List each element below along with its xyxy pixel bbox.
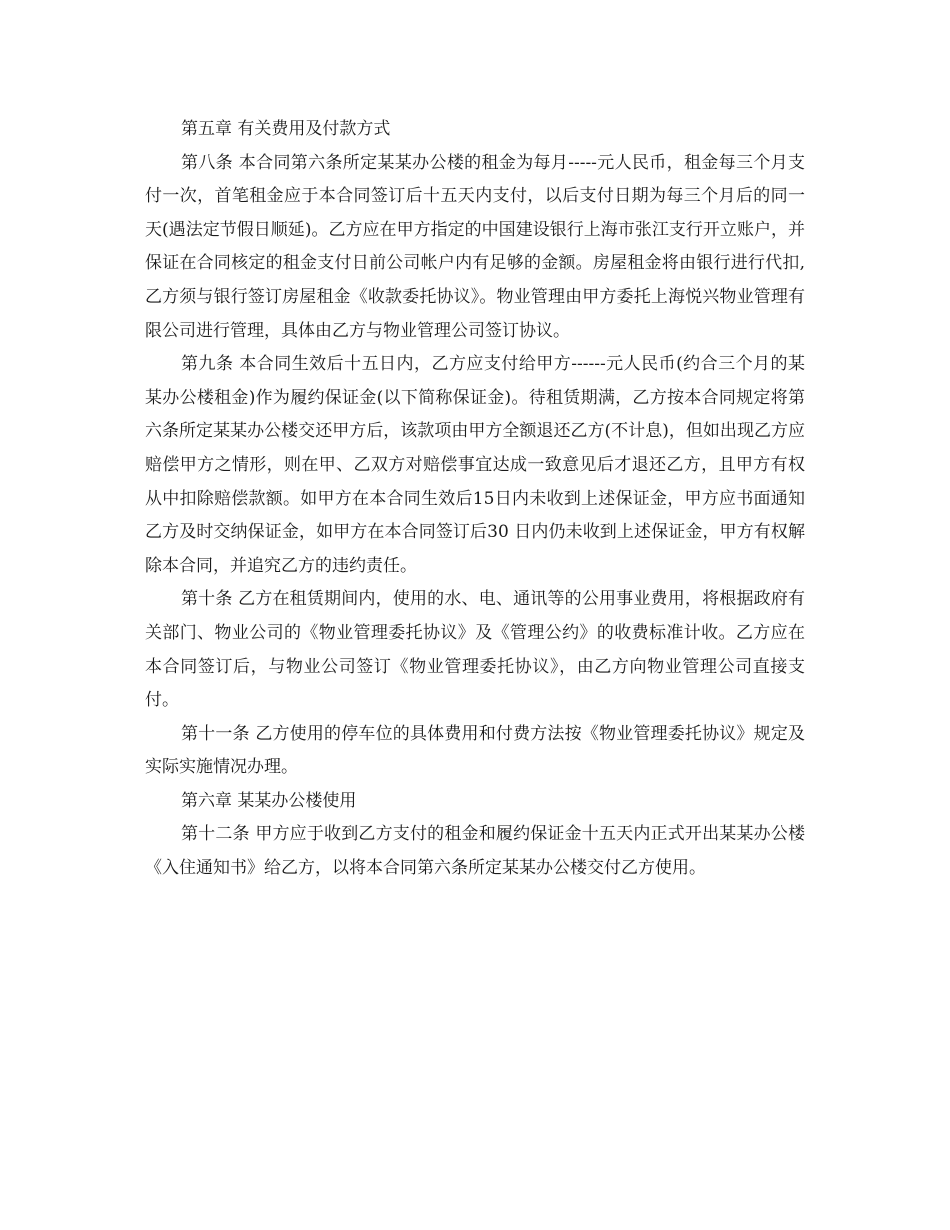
- article-12: 第十二条 甲方应于收到乙方支付的租金和履约保证金十五天内正式开出某某办公楼《入住通知书》给乙方，以将本合同第六条所定某某办公楼交付乙方使用。: [145, 824, 805, 879]
- article-11: 第十一条 乙方使用的停车位的具体费用和付费方法按《物业管理委托协议》规定及实际实施情况办理。: [145, 723, 805, 778]
- article-8: 第八条 本合同第六条所定某某办公楼的租金为每月-----元人民币，租金每三个月支付一次，首笔租金应于本合同签订后十五天内支付，以后支付日期为每三个月后的同一天(遇法定节假日顺延)。乙方应在甲方指定的中国建设银行上海市张江支行开立账户，并保证在合同核定的租金支付日前公司帐户内有足够的金额。房屋租金将由银行进行代扣,乙方须与银行签订房屋租金《收款委托协议》。物业管理由甲方委托上海悦兴物业管理有限公司进行管理，具体由乙方与物业管理公司签订协议。: [145, 152, 805, 341]
- article-9: 第九条 本合同生效后十五日内，乙方应支付给甲方------元人民币(约合三个月的某某办公楼租金)作为履约保证金(以下简称保证金)。待租赁期满，乙方按本合同规定将第六条所定某某办公楼交还甲方后，该款项由甲方全额退还乙方(不计息)，但如出现乙方应赔偿甲方之情形，则在甲、乙双方对赔偿事宜达成一致意见后才退还乙方，且甲方有权从中扣除赔偿款额。如甲方在本合同生效后15日内未收到上述保证金，甲方应书面通知乙方及时交纳保证金，如甲方在本合同签订后30 日内仍未收到上述保证金，甲方有权解除本合同，并追究乙方的违约责任。: [145, 354, 805, 576]
- chapter-heading-6: 第六章 某某办公楼使用: [181, 790, 357, 811]
- document-body: [145, 113, 805, 886]
- chapter-heading-5: 第五章 有关费用及付款方式: [181, 119, 391, 139]
- article-10: 第十条 乙方在租赁期间内，使用的水、电、通讯等的公用事业费用，将根据政府有关部门、物业公司的《物业管理委托协议》及《管理公约》的收费标准计收。乙方应在本合同签订后，与物业公司签订《物业管理委托协议》，由乙方向物业管理公司直接支付。: [145, 589, 805, 711]
